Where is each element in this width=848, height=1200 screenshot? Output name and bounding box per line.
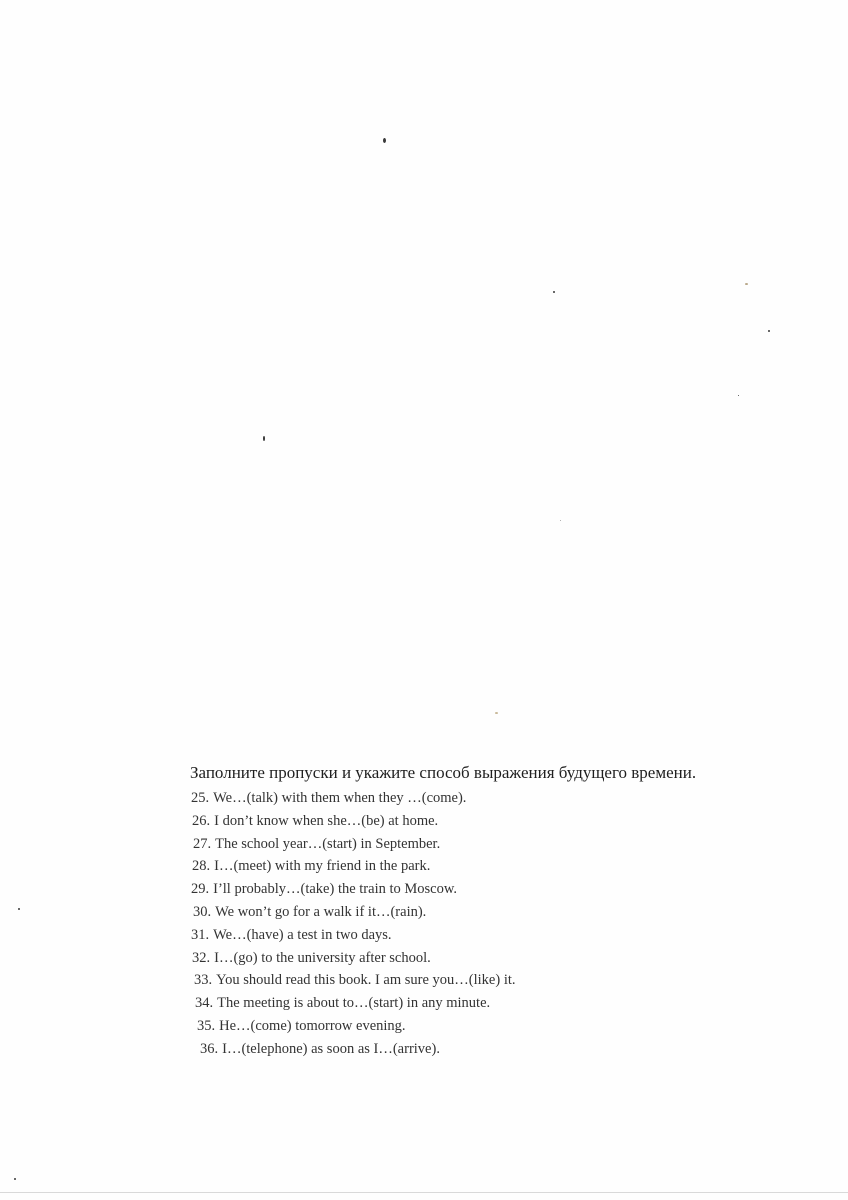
exercise-item-number: 25. <box>191 790 210 806</box>
exercise-item <box>192 810 810 833</box>
scan-speck <box>745 283 748 285</box>
exercise-item-text: He…(come) tomorrow evening. <box>219 1017 406 1034</box>
scan-speck <box>18 908 20 910</box>
exercise-item <box>195 992 810 1015</box>
exercise-item-number: 32. <box>192 949 211 966</box>
exercise-item-text: We…(talk) with them when they …(come). <box>213 790 467 806</box>
exercise-item-number: 31. <box>191 926 210 943</box>
exercise-item <box>191 878 810 901</box>
exercise-item-number: 28. <box>192 858 211 875</box>
exercise-list <box>190 787 810 1061</box>
exercise-item <box>192 947 810 970</box>
exercise-item-text: We…(have) a test in two days. <box>213 926 392 943</box>
exercise-item-number: 33. <box>194 972 213 989</box>
scan-speck <box>768 330 770 332</box>
scan-speck <box>495 712 498 714</box>
exercise-item-text: I…(go) to the university after school. <box>214 949 431 966</box>
exercise-item-text: I don’t know when she…(be) at home. <box>214 812 439 829</box>
exercise-block <box>190 762 810 1061</box>
exercise-item-text: We won’t go for a walk if it…(rain). <box>215 903 427 920</box>
scan-speck <box>738 395 739 396</box>
exercise-item-number: 30. <box>193 903 212 920</box>
scan-speck <box>553 291 555 293</box>
exercise-item-number: 26. <box>192 812 211 829</box>
exercise-item-text: I…(telephone) as soon as I…(arrive). <box>222 1040 440 1057</box>
exercise-item <box>193 833 810 856</box>
scan-speck <box>560 520 561 521</box>
scan-speck <box>383 138 386 143</box>
exercise-item-text: I’ll probably…(take) the train to Moscow. <box>213 881 458 898</box>
exercise-item <box>197 1015 810 1038</box>
exercise-item <box>200 1038 810 1061</box>
exercise-item-text: The school year…(start) in September. <box>215 835 441 852</box>
exercise-item-number: 35. <box>197 1017 216 1034</box>
page-edge-line <box>0 1192 848 1193</box>
exercise-item <box>194 969 810 992</box>
exercise-item-text: I…(meet) with my friend in the park. <box>214 858 431 875</box>
exercise-item-number: 34. <box>195 995 214 1012</box>
exercise-item-number: 29. <box>191 881 210 898</box>
scan-speck <box>14 1178 16 1180</box>
exercise-item-number: 27. <box>193 835 212 852</box>
scan-speck <box>263 436 265 441</box>
exercise-heading: Заполните пропуски и укажите способ выражения будущего времени. <box>190 763 697 782</box>
exercise-item-number: 36. <box>200 1040 219 1057</box>
exercise-item <box>193 901 810 924</box>
exercise-item <box>191 787 810 810</box>
exercise-item <box>191 924 810 947</box>
exercise-item <box>192 855 810 878</box>
exercise-item-text: You should read this book. I am sure you…(like) it. <box>216 972 516 989</box>
exercise-item-text: The meeting is about to…(start) in any minute. <box>217 995 491 1012</box>
